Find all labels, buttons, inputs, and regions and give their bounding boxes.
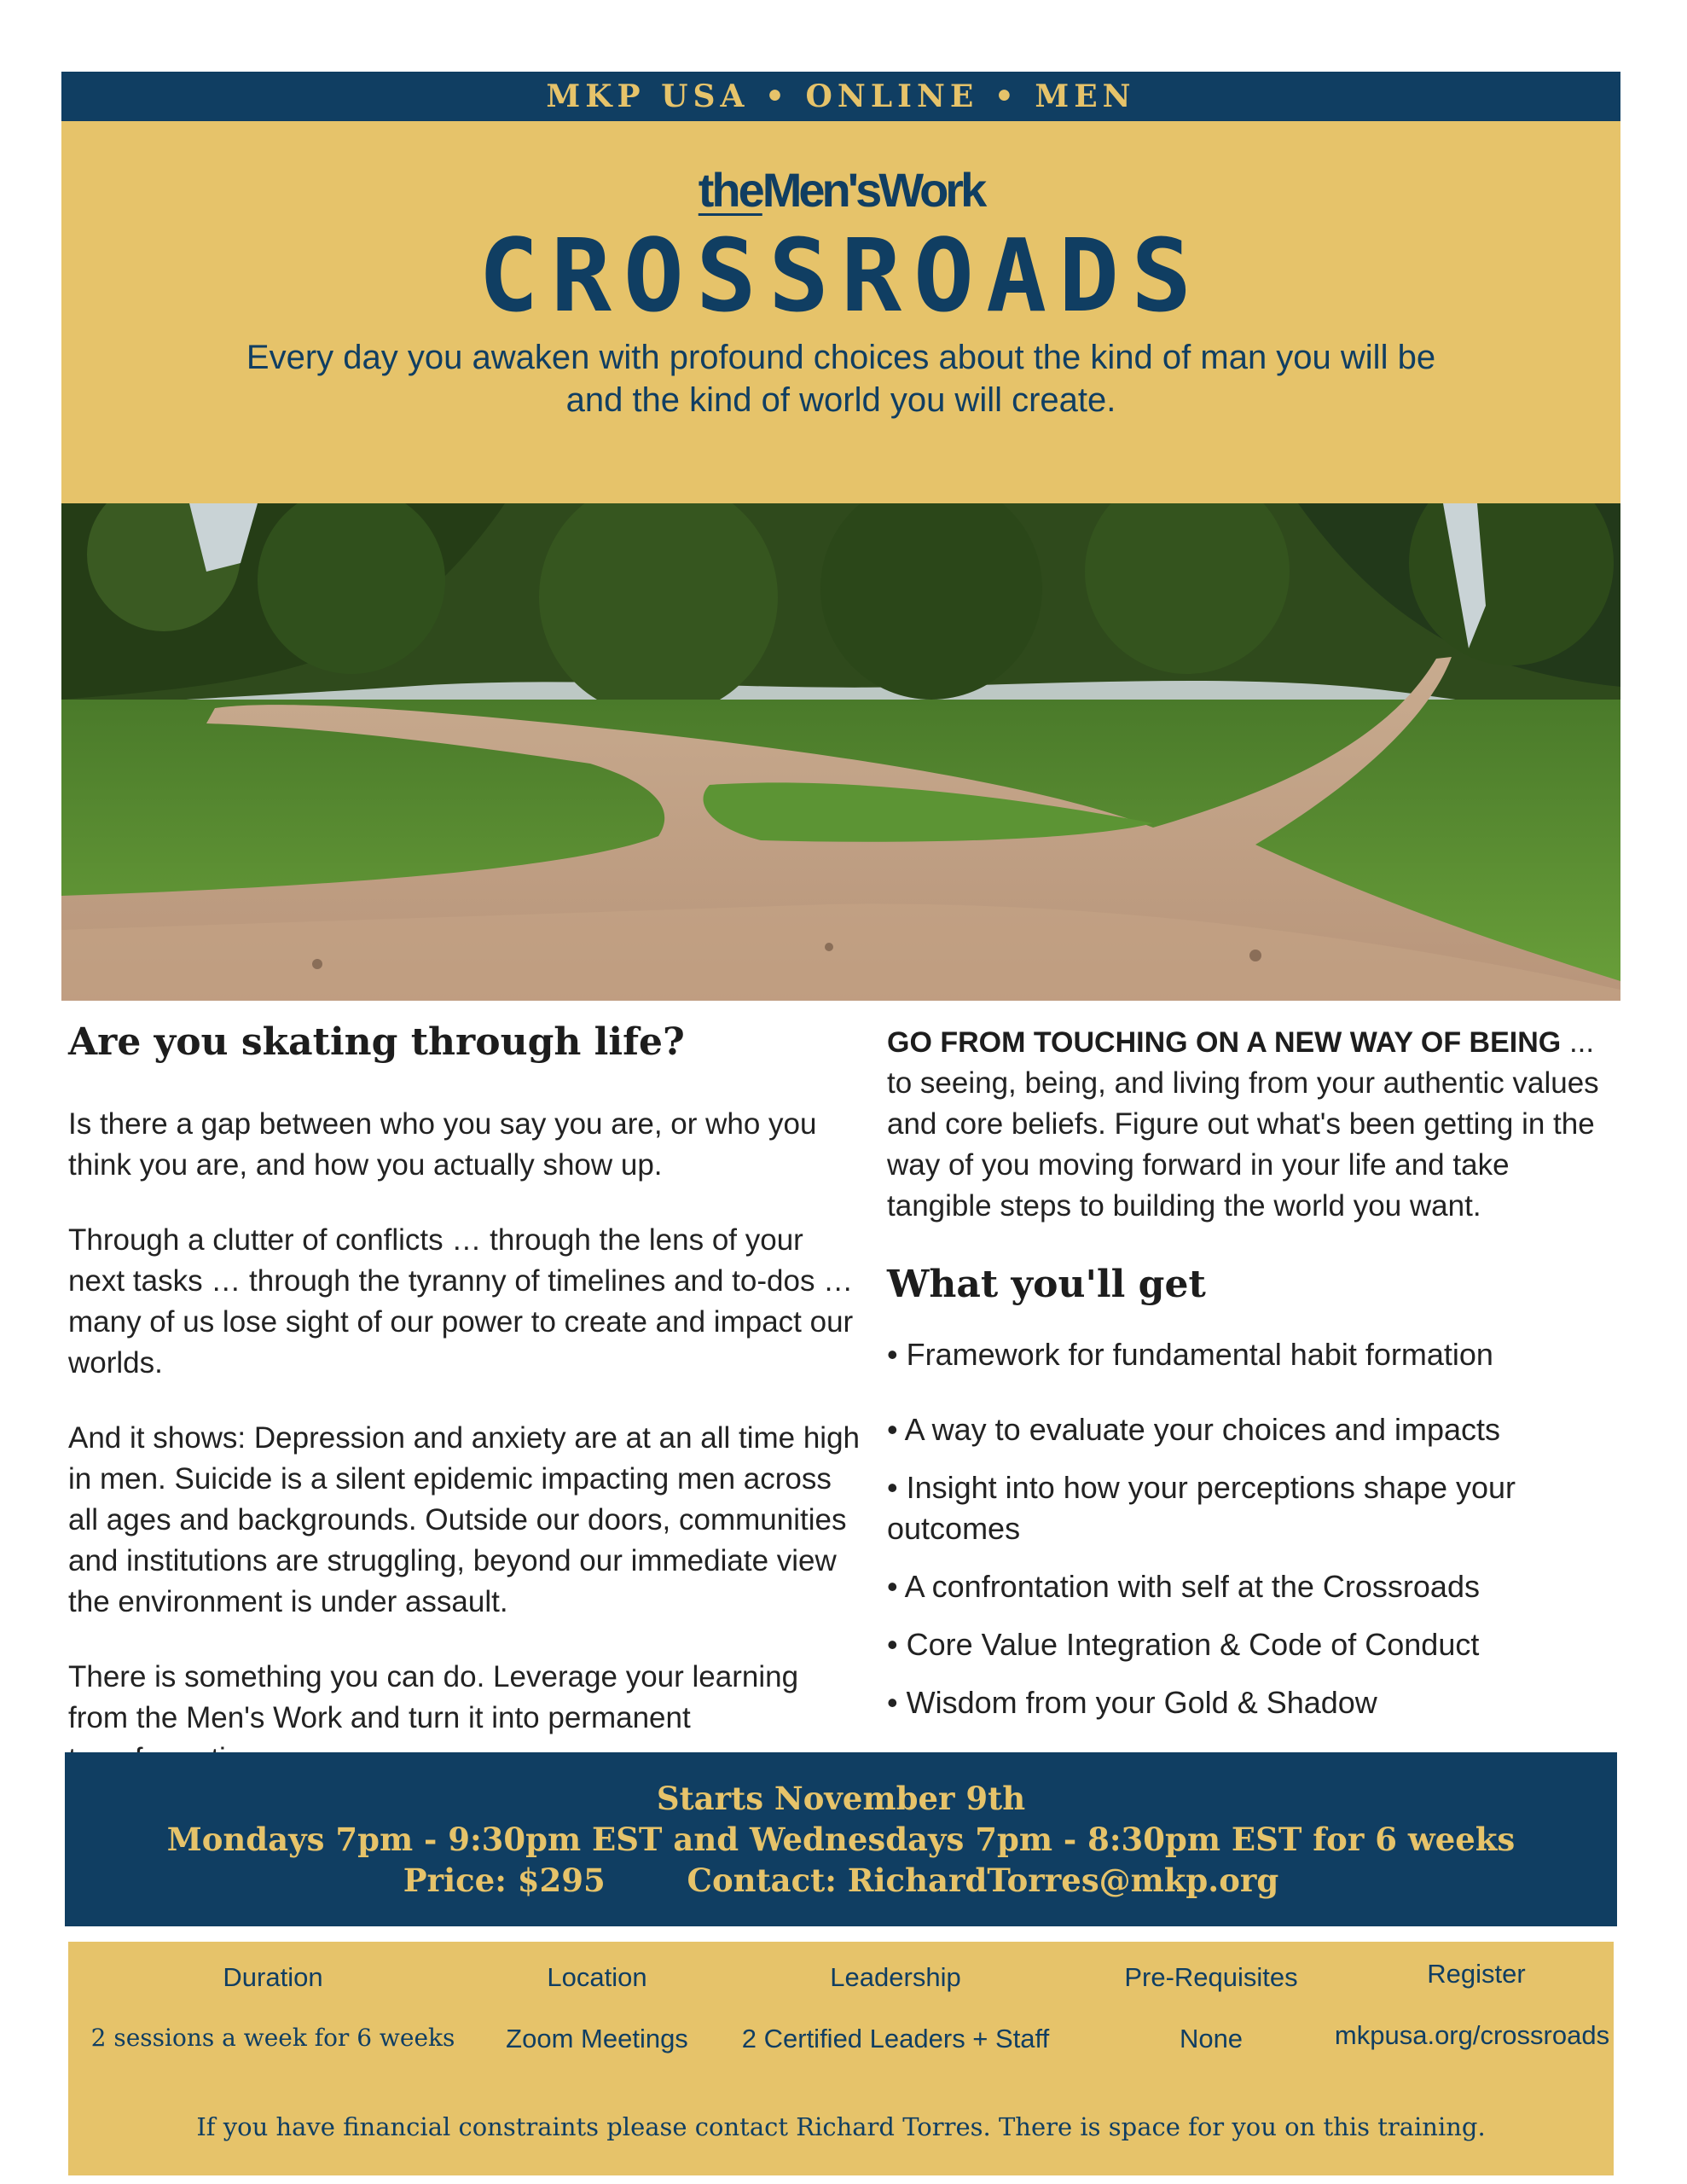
tagline (61, 336, 1620, 421)
forked-road-illustration (61, 503, 1620, 1001)
session-times: Mondays 7pm - 9:30pm EST and Wednesdays 7pm - 8:30pm EST for 6 weeks (166, 1821, 1516, 1858)
crossroads-photo (61, 503, 1620, 1001)
prerequisites-value: None (1179, 2024, 1244, 2053)
tagline-line-1: Every day you awaken with profound choices about the kind of man you will be (246, 339, 1436, 376)
left-paragraph-1: Is there a gap between who you say you are, or who you think you are, and how you actually show up. (68, 1107, 817, 1182)
logo-the: the (698, 163, 762, 217)
caps-ellipsis: ... (1561, 1025, 1595, 1059)
benefit-item: • Core Value Integration & Code of Conduct (887, 1627, 1480, 1662)
start-date: Starts November 9th (656, 1780, 1026, 1817)
benefit-item: • A confrontation with self at the Crossroads (887, 1569, 1480, 1604)
logo-work: Work (878, 163, 984, 217)
left-paragraph-3: And it shows: Depression and anxiety are at an all time high in men. Suicide is a silent epidemic impacting men across all ages and backgrounds. Outside our doors, communities and institutions are struggling, beyond our immediate view the environment is under assault. (68, 1421, 861, 1618)
what-you-get-heading: What you'll get (887, 1263, 1206, 1306)
benefit-item: • A way to evaluate your choices and impacts (887, 1412, 1500, 1447)
top-banner: MKP USA • ONLINE • MEN (61, 72, 1620, 121)
tagline-line-2: and the kind of world you will create. (565, 381, 1116, 419)
mens-work-logo (61, 162, 1620, 218)
left-paragraph-2: Through a clutter of conflicts … through the lens of your next tasks … through the tyranny of timelines and to-dos … many of us lose sight of our power to create and impact our worlds. (68, 1223, 854, 1380)
right-column (887, 1022, 1620, 1723)
financial-note: If you have financial constraints please contact Richard Torres. There is space for you on this training. (196, 2112, 1486, 2141)
register-link[interactable]: mkpusa.org/crossroads (1334, 2020, 1610, 2050)
right-caps-heading (887, 1022, 1620, 1063)
contact-email[interactable]: Contact: RichardTorres@mkp.org (687, 1862, 1279, 1899)
schedule-bar (65, 1752, 1617, 1926)
location-label: Location (547, 1962, 647, 1992)
info-box (68, 1942, 1614, 2175)
prerequisites-label: Pre-Requisites (1124, 1962, 1298, 1992)
duration-label: Duration (223, 1962, 323, 1992)
logo-mens: Men's (762, 163, 879, 217)
leadership-value: 2 Certified Leaders + Staff (741, 2024, 1050, 2053)
left-heading: Are you skating through life? (68, 1020, 685, 1064)
duration-value: 2 sessions a week for 6 weeks (90, 2024, 455, 2052)
price: Price: $295 (403, 1862, 606, 1899)
left-paragraph-4: There is something you can do. Leverage your learning from the Men's Work and turn it into permanent (68, 1660, 799, 1734)
left-column (68, 1022, 861, 1814)
leadership-label: Leadership (830, 1962, 961, 1992)
page-title: CROSSROADS (478, 217, 1204, 334)
benefit-item: • Wisdom from your Gold & Shadow (887, 1685, 1377, 1720)
location-value: Zoom Meetings (506, 2024, 688, 2053)
benefits-list (887, 1334, 1620, 1723)
benefit-item: • Framework for fundamental habit formation (887, 1337, 1493, 1372)
register-label: Register (1427, 1959, 1526, 1989)
caps-heading-text: GO FROM TOUCHING ON A NEW WAY OF BEING (887, 1026, 1562, 1059)
benefit-item: • Insight into how your perceptions shape your outcomes (887, 1470, 1516, 1546)
price-contact-line (65, 1860, 1617, 1901)
right-intro: to seeing, being, and living from your authentic values and core beliefs. Figure out what's been getting in the way of you moving forward in your life and take tangible steps to building the world you want. (887, 1066, 1599, 1223)
hero-section (61, 121, 1620, 503)
